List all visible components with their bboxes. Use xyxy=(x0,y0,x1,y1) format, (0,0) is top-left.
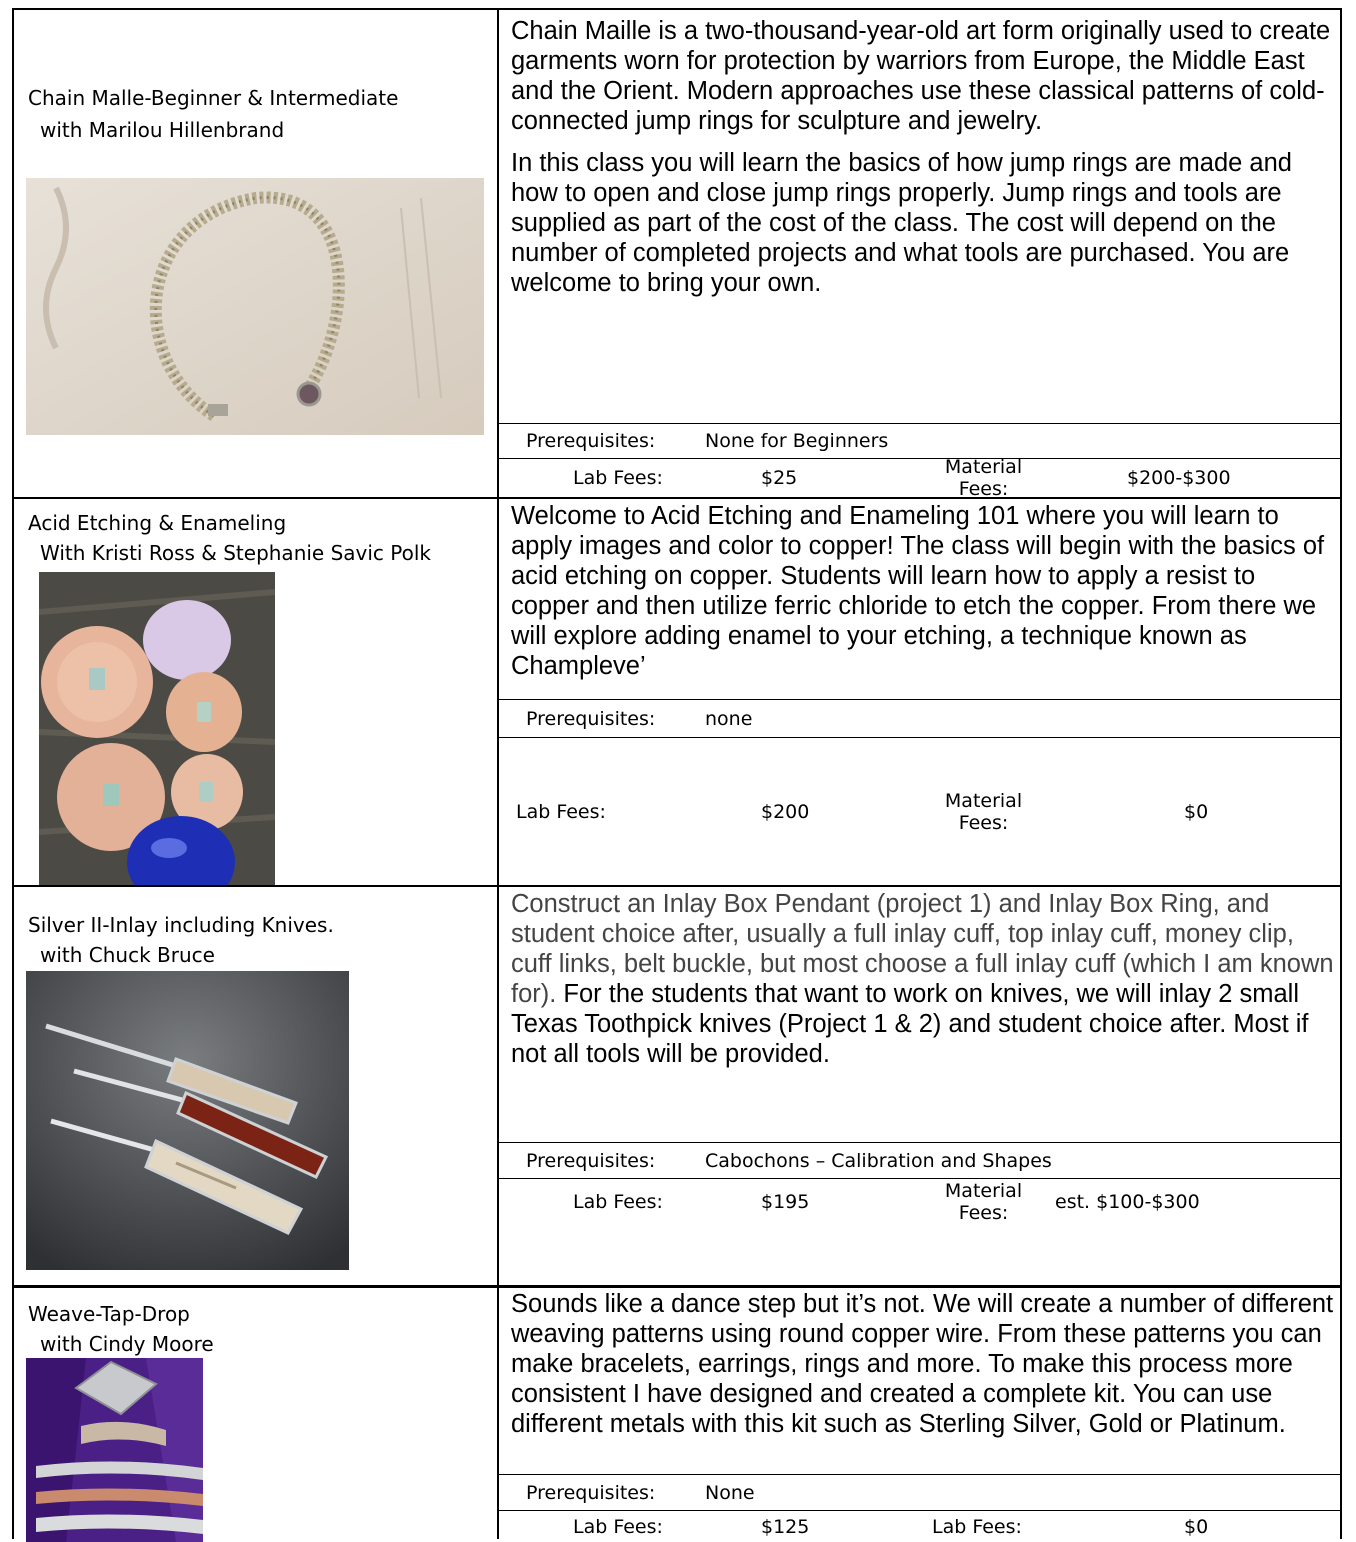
course-weave-tap-drop xyxy=(12,1285,1342,1539)
material-fees-label: Lab Fees: xyxy=(932,1515,1022,1538)
course-info-panel xyxy=(14,887,499,1292)
course-chain-maille xyxy=(12,8,1342,500)
description-part-muted: Construct an Inlay Box Pendant (project 1) and Inlay Box Ring, and student choice after, usually a full inlay cuff, top inlay cuff, money clip, cuff links, belt buckle, but most choose a full inlay cuff (which I am known for). xyxy=(511,890,1334,1008)
course-details-panel xyxy=(499,887,1340,1292)
description-paragraph: Welcome to Acid Etching and Enameling 101 where you will learn to apply images and color to copper! The class will begin with the basics of acid etching on copper. Students will learn how to apply a resist to copper and then utilize ferric chloride to etch the copper. From there we will explore adding enamel to your etching, a technique known as Champleve’ xyxy=(511,502,1325,680)
course-instructor: with Cindy Moore xyxy=(40,1332,214,1356)
lab-fees-value: $125 xyxy=(761,1515,810,1538)
description-paragraph: In this class you will learn the basics of how jump rings are made and how to open and close jump rings properly. Jump rings and tools are supplied as part of the cost of the class. The cost will depend on the number of completed projects and what tools are purchased. You are welcome to bring your own. xyxy=(511,149,1292,297)
fees-row xyxy=(499,456,1340,500)
course-silver-inlay xyxy=(12,885,1342,1292)
prerequisites-row xyxy=(499,1142,1340,1178)
fees-row xyxy=(499,1510,1340,1542)
course-title: Acid Etching & Enameling xyxy=(28,511,287,535)
course-details-panel xyxy=(499,1288,1340,1539)
material-fees-label-line1: Material xyxy=(944,789,1023,812)
prerequisites-row xyxy=(499,423,1340,458)
material-fees-value: est. $100-$300 xyxy=(1055,1191,1200,1213)
course-instructor: With Kristi Ross & Stephanie Savic Polk xyxy=(40,541,432,565)
material-fees-label xyxy=(921,738,1046,885)
course-description xyxy=(511,1289,1334,1439)
woven-wire-bracelets-photo xyxy=(26,1358,203,1542)
inlay-knives-photo xyxy=(26,971,349,1270)
lab-fees-value: $25 xyxy=(761,467,798,489)
material-fees-value: $0 xyxy=(1184,1515,1209,1538)
prerequisites-label: Prerequisites: xyxy=(526,1481,656,1504)
course-acid-etching xyxy=(12,497,1342,885)
enameled-copper-discs-photo xyxy=(39,572,275,887)
fees-row xyxy=(499,1178,1340,1225)
lab-fees-value: $195 xyxy=(761,1191,810,1213)
prerequisites-value: none xyxy=(705,707,753,730)
course-instructor: with Chuck Bruce xyxy=(40,943,215,967)
course-description xyxy=(511,889,1334,1069)
lab-fees-label: Lab Fees: xyxy=(573,467,663,489)
prerequisites-value: None xyxy=(705,1481,755,1504)
course-info-panel xyxy=(14,1288,499,1539)
lab-fees-value: $200 xyxy=(761,800,810,823)
description-paragraph: Chain Maille is a two-thousand-year-old art form originally used to create garments worn for protection by warriors from Europe, the Middle East and the Orient. Modern approaches use these classical patterns of cold-connected jump rings for sculpture and jewelry. xyxy=(511,17,1331,135)
prerequisites-label: Prerequisites: xyxy=(526,430,656,452)
prerequisites-row xyxy=(499,1474,1340,1510)
description-paragraph: Sounds like a dance step but it’s not. We will create a number of different weaving patterns using round copper wire. From these patterns you can make bracelets, earrings, rings and more. To make this process more consistent I have designed and created a complete kit. You can use different metals with this kit such as Sterling Silver, Gold or Platinum. xyxy=(511,1290,1334,1438)
material-fees-label-line2: Fees: xyxy=(958,1202,1009,1224)
fees-row xyxy=(499,737,1340,885)
description-part: For the students that want to work on knives, we will inlay 2 small Texas Toothpick knives (Project 1 & 2) and student choice after. Most if not all tools will be provided. xyxy=(511,980,1309,1068)
course-info-panel xyxy=(14,10,499,497)
material-fees-label-line1: Material xyxy=(944,456,1023,478)
course-description xyxy=(511,16,1334,298)
course-info-panel xyxy=(14,499,499,885)
material-fees-label-line2: Fees: xyxy=(958,478,1009,500)
prerequisites-value: Cabochons – Calibration and Shapes xyxy=(705,1149,1052,1172)
course-catalog xyxy=(12,8,1344,1539)
lab-fees-label: Lab Fees: xyxy=(516,800,606,823)
chain-maille-bracelet-photo xyxy=(26,178,484,435)
material-fees-value: $200-$300 xyxy=(1127,467,1231,489)
prerequisites-label: Prerequisites: xyxy=(526,1149,656,1172)
course-description xyxy=(511,501,1334,701)
course-instructor: with Marilou Hillenbrand xyxy=(40,118,285,142)
course-details-panel xyxy=(499,499,1340,885)
material-fees-label xyxy=(921,1179,1046,1225)
course-title: Chain Malle-Beginner & Intermediate xyxy=(28,86,399,110)
lab-fees-label: Lab Fees: xyxy=(573,1515,663,1538)
material-fees-value: $0 xyxy=(1184,800,1209,823)
course-title: Silver II-Inlay including Knives. xyxy=(28,913,334,937)
material-fees-label xyxy=(921,456,1046,500)
lab-fees-label: Lab Fees: xyxy=(573,1191,663,1213)
course-details-panel xyxy=(499,10,1340,500)
material-fees-label-line1: Material xyxy=(944,1180,1023,1202)
prerequisites-label: Prerequisites: xyxy=(526,707,656,730)
material-fees-label-line2: Fees: xyxy=(958,811,1009,834)
prerequisites-row xyxy=(499,699,1340,737)
course-title: Weave-Tap-Drop xyxy=(28,1302,190,1326)
description-paragraph xyxy=(511,889,1334,1069)
prerequisites-value: None for Beginners xyxy=(705,430,889,452)
